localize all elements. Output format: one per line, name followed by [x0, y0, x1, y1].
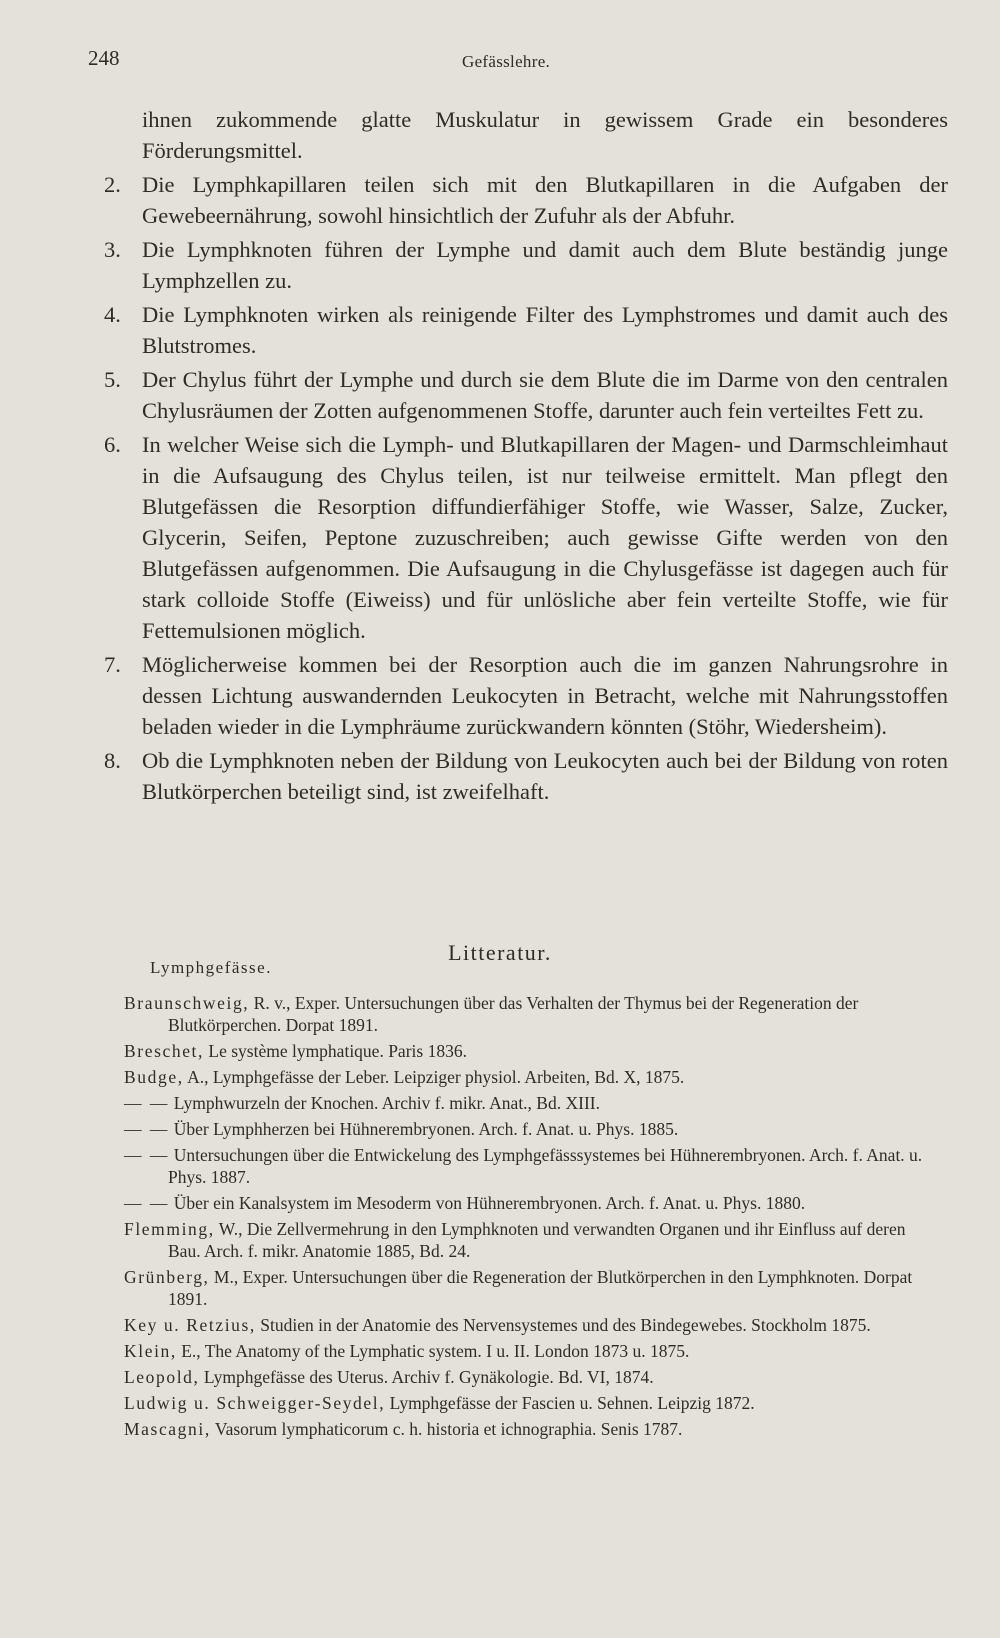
list-item-text: Die Lymphknoten wirken als reinigende Filter des Lymphstromes und damit auch des Blutstromes. [142, 302, 948, 358]
reference-text: A., Lymphgefässe der Leber. Leipziger physiol. Arbeiten, Bd. X, 1875. [187, 1067, 685, 1087]
reference-author: Breschet, [124, 1041, 204, 1061]
reference-list [124, 992, 936, 1444]
reference-text: W., Die Zellvermehrung in den Lymphknoten und verwandten Organen und ihr Einfluss auf deren Bau. Arch. f. mikr. Anatomie 1885, Bd. 24. [168, 1219, 906, 1261]
list-item-number: 7. [104, 652, 121, 677]
reference-author: Klein, [124, 1341, 177, 1361]
reference-item [124, 1340, 936, 1362]
reference-text: E., The Anatomy of the Lymphatic system. I u. II. London 1873 u. 1875. [181, 1341, 690, 1361]
list-item-number: 2. [104, 172, 121, 197]
list-item-text: Die Lymphknoten führen der Lymphe und damit auch dem Blute beständig junge Lymphzellen zu. [142, 237, 948, 293]
list-item [100, 649, 948, 742]
list-item-text: Möglicherweise kommen bei der Resorption auch die im ganzen Nahrungsrohre in dessen Lichtung auswandernden Leukocyten in Betracht, welche mit Nahrungsstoffen beladen wieder in die Lymphräume zurückwandern könnten (Stöhr, Wiedersheim). [142, 652, 948, 739]
reference-ditto-mark: — — [124, 1193, 170, 1213]
reference-item [124, 1192, 936, 1214]
reference-author: Budge, [124, 1067, 184, 1087]
reference-item [124, 1144, 936, 1188]
reference-ditto-mark: — — [124, 1119, 170, 1139]
list-item [100, 169, 948, 231]
list-item [100, 429, 948, 646]
numbered-list [100, 104, 948, 807]
list-item [100, 364, 948, 426]
reference-text: Lymphwurzeln der Knochen. Archiv f. mikr. Anat., Bd. XIII. [173, 1093, 600, 1113]
reference-item [124, 992, 936, 1036]
reference-item [124, 1040, 936, 1062]
list-item-text: Ob die Lymphknoten neben der Bildung von Leukocyten auch bei der Bildung von roten Blutkörperchen beteiligt sind, ist zweifelhaft. [142, 748, 948, 804]
literature-heading: Litteratur. [448, 940, 552, 965]
reference-author: Grünberg, [124, 1267, 210, 1287]
reference-text: Studien in der Anatomie des Nervensystemes und des Bindegewebes. Stockholm 1875. [260, 1315, 871, 1335]
list-item-text: In welcher Weise sich die Lymph- und Blutkapillaren der Magen- und Darmschleimhaut in die Aufsaugung des Chylus teilen, ist nur teilweise ermittelt. Man pflegt den Blutgefässen die Resorption diffundierfähiger Stoffe, wie Wasser, Salze, Zucker, Glycerin, Seifen, Peptone zuzuschreiben; auch gewisse Gifte werden von den Blutgefässen aufgenommen. Die Aufsaugung in die Chylusgefässe ist dagegen auch für stark colloide Stoffe (Eiweiss) und für unlösliche aber fein verteilte Stoffe, wie für Fettemulsionen möglich. [142, 432, 948, 643]
reference-item [124, 1366, 936, 1388]
reference-ditto-mark: — — [124, 1093, 170, 1113]
list-item [100, 745, 948, 807]
list-item-text: Der Chylus führt der Lymphe und durch sie dem Blute die im Darme von den centralen Chylusräumen der Zotten aufgenommenen Stoffe, darunter auch fein verteiltes Fett zu. [142, 367, 948, 423]
list-item-number: 6. [104, 432, 121, 457]
reference-item [124, 1418, 936, 1440]
literature-subheading: Lymphgefässe. [150, 958, 272, 977]
reference-text: R. v., Exper. Untersuchungen über das Verhalten der Thymus bei der Regeneration der Blutkörperchen. Dorpat 1891. [168, 993, 859, 1035]
list-item [100, 299, 948, 361]
reference-author: Flemming, [124, 1219, 215, 1239]
list-item-number: 3. [104, 237, 121, 262]
reference-item [124, 1092, 936, 1114]
reference-author: Ludwig u. Schweigger-Seydel, [124, 1393, 386, 1413]
running-head: Gefässlehre. [462, 52, 551, 71]
reference-item [124, 1392, 936, 1414]
reference-author: Mascagni, [124, 1419, 211, 1439]
list-item-number: 5. [104, 367, 121, 392]
reference-author: Key u. Retzius, [124, 1315, 256, 1335]
reference-author: Leopold, [124, 1367, 200, 1387]
list-item-continuation [100, 104, 948, 166]
reference-text: Untersuchungen über die Entwickelung des Lymphgefässsystemes bei Hühnerembryonen. Arch. f. Anat. u. Phys. 1887. [168, 1145, 923, 1187]
reference-item [124, 1218, 936, 1262]
page-number: 248 [88, 46, 120, 70]
reference-text: Über Lymphherzen bei Hühnerembryonen. Arch. f. Anat. u. Phys. 1885. [173, 1119, 679, 1139]
reference-item [124, 1118, 936, 1140]
reference-text: M., Exper. Untersuchungen über die Regeneration der Blutkörperchen in den Lymphknoten. Dorpat 1891. [168, 1267, 913, 1309]
list-item [100, 234, 948, 296]
list-item-number: 8. [104, 748, 121, 773]
reference-text: Le système lymphatique. Paris 1836. [208, 1041, 467, 1061]
reference-item [124, 1266, 936, 1310]
list-item-text: Die Lymphkapillaren teilen sich mit den Blutkapillaren in die Aufgaben der Gewebeernährung, sowohl hinsichtlich der Zufuhr als der Abfuhr. [142, 172, 948, 228]
reference-author: Braunschweig, [124, 993, 250, 1013]
reference-text: Lymphgefässe der Fascien u. Sehnen. Leipzig 1872. [389, 1393, 755, 1413]
reference-text: Vasorum lymphaticorum c. h. historia et ichnographia. Senis 1787. [214, 1419, 683, 1439]
reference-text: Lymphgefässe des Uterus. Archiv f. Gynäkologie. Bd. VI, 1874. [203, 1367, 654, 1387]
reference-ditto-mark: — — [124, 1145, 170, 1165]
list-item-number: 4. [104, 302, 121, 327]
reference-item [124, 1066, 936, 1088]
list-item-text: ihnen zukommende glatte Muskulatur in gewissem Grade ein besonderes Förderungsmittel. [142, 107, 948, 163]
reference-text: Über ein Kanalsystem im Mesoderm von Hühnerembryonen. Arch. f. Anat. u. Phys. 1880. [173, 1193, 806, 1213]
reference-item [124, 1314, 936, 1336]
